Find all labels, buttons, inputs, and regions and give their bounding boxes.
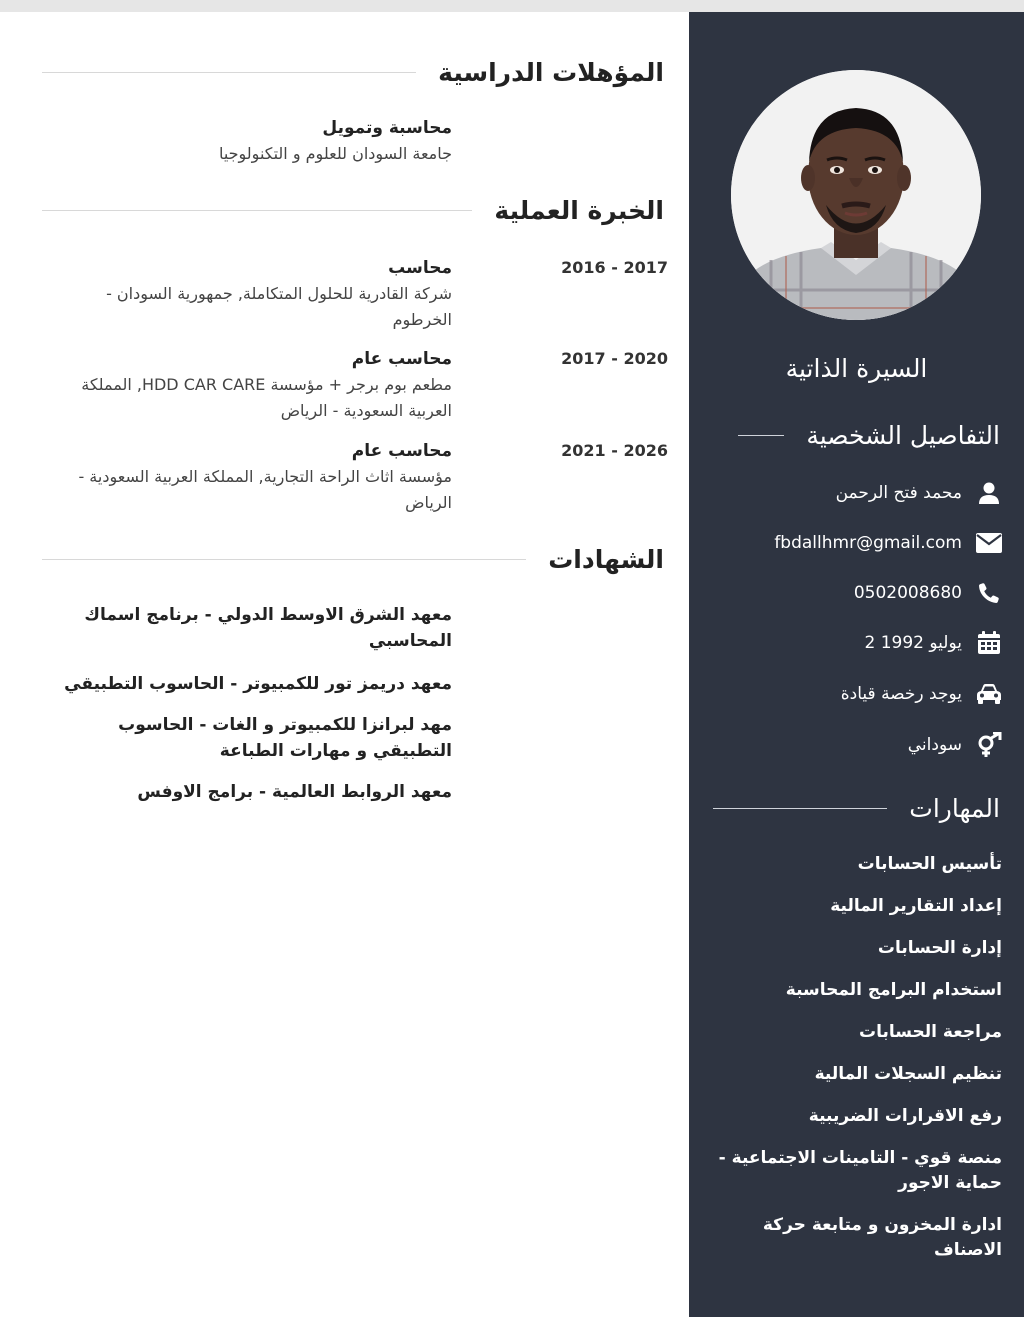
skills-section-heading <box>713 791 1000 825</box>
skills-list <box>702 852 1002 1280</box>
certificate-item: معهد الشرق الاوسط الدولي - برنامج اسماك المحاسبي <box>84 605 452 651</box>
cv-title: السيرة الذاتية <box>785 354 928 383</box>
skills-heading: المهارات <box>909 793 1000 823</box>
detail-license <box>841 679 1002 709</box>
phone-value: 0502008680 <box>853 583 962 603</box>
car-icon <box>976 681 1002 707</box>
detail-birthdate <box>864 628 1002 658</box>
job-company: مؤسسة اثاث الراحة التجارية, المملكة العربية السعودية - الرياض <box>78 467 452 512</box>
experience-entry <box>42 255 452 333</box>
divider <box>42 210 472 211</box>
detail-name <box>836 478 1002 508</box>
divider <box>713 808 887 809</box>
experience-dates: 2016 - 2017 <box>561 258 668 277</box>
birthdate-value: 2 يوليو 1992 <box>864 633 962 653</box>
skill-item: إعداد التقارير المالية <box>830 896 1002 916</box>
experience-heading: الخبرة العملية <box>494 195 664 225</box>
divider <box>42 559 526 560</box>
certificates-section-heading <box>42 539 664 579</box>
experience-entry <box>42 346 452 424</box>
certificate-item: معهد دريمز تور للكمبيوتر - الحاسوب التطبيقي <box>64 674 452 694</box>
profile-photo <box>731 70 981 320</box>
certificates-heading: الشهادات <box>548 544 664 574</box>
job-company: مطعم بوم برجر + مؤسسة HDD CAR CARE, المملكة العربية السعودية - الرياض <box>81 375 452 420</box>
experience-dates: 2017 - 2020 <box>561 349 668 368</box>
divider <box>738 435 784 436</box>
skill-item: إدارة الحسابات <box>877 938 1002 958</box>
email-value: fbdallhmr@gmail.com <box>774 533 962 553</box>
skill-item: تنظيم السجلات المالية <box>814 1064 1002 1084</box>
education-section-heading <box>42 52 664 92</box>
education-entry <box>42 115 452 167</box>
nationality-value: سوداني <box>907 735 962 755</box>
personal-details-section-heading <box>713 418 1000 452</box>
skill-item: رفع الاقرارات الضريبية <box>808 1106 1002 1126</box>
skill-item: ادارة المخزون و متابعة حركة الاصناف <box>762 1215 1002 1260</box>
detail-nationality <box>908 730 1002 760</box>
education-heading: المؤهلات الدراسية <box>438 57 664 87</box>
detail-phone <box>854 578 1002 608</box>
top-bar <box>0 0 1024 12</box>
gender-icon <box>976 732 1002 758</box>
main-column <box>0 12 689 1317</box>
sidebar <box>689 12 1024 1317</box>
user-icon <box>976 480 1002 506</box>
skill-item: استخدام البرامج المحاسبة <box>785 980 1002 1000</box>
skill-item: منصة قوي - التامينات الاجتماعية - حماية الاجور <box>718 1148 1002 1193</box>
calendar-icon <box>976 630 1002 656</box>
name-value: محمد فتح الرحمن <box>835 483 962 503</box>
institution: جامعة السودان للعلوم و التكنولوجيا <box>218 144 452 163</box>
degree: محاسبة وتمويل <box>322 118 452 138</box>
skill-item: مراجعة الحسابات <box>859 1022 1002 1042</box>
job-title: محاسب <box>388 258 452 278</box>
license-value: يوجد رخصة قيادة <box>840 684 962 704</box>
certificate-item: مهد لبرانزا للكمبيوتر و الغات - الحاسوب التطبيقي و مهارات الطباعة <box>118 715 452 761</box>
divider <box>42 72 416 73</box>
experience-dates: 2021 - 2026 <box>561 441 668 460</box>
certificate-item: معهد الروابط العالمية - برامج الاوفس <box>137 782 452 802</box>
experience-section-heading <box>42 190 664 230</box>
phone-icon <box>976 580 1002 606</box>
envelope-icon <box>976 530 1002 556</box>
job-title: محاسب عام <box>351 349 452 369</box>
job-company: شركة القادرية للحلول المتكاملة, جمهورية السودان - الخرطوم <box>106 284 452 329</box>
skill-item: تأسيس الحسابات <box>857 854 1002 874</box>
experience-entry <box>42 438 452 516</box>
job-title: محاسب عام <box>351 441 452 461</box>
personal-details-heading: التفاصيل الشخصية <box>806 420 1000 450</box>
detail-email <box>774 528 1002 558</box>
